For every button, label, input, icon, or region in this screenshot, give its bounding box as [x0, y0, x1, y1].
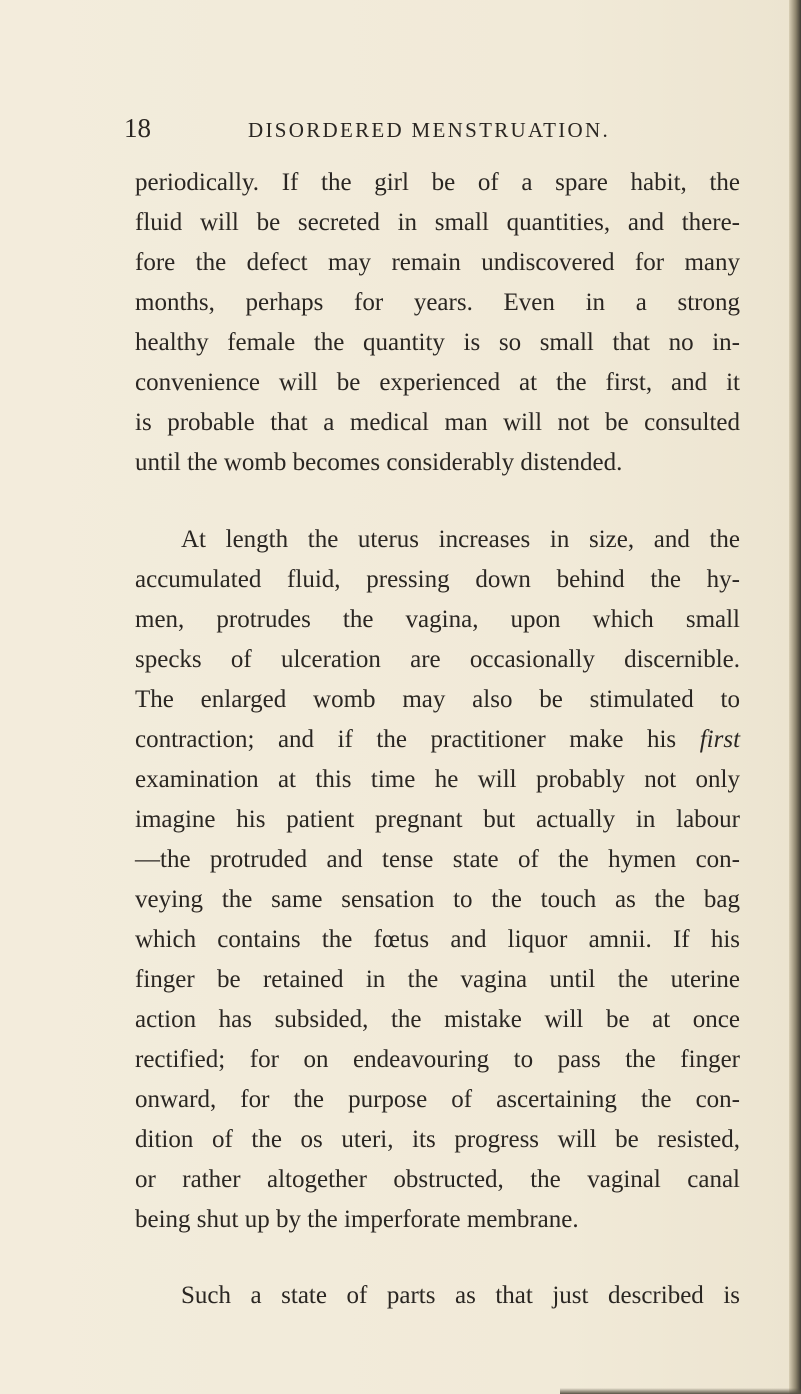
text-line: periodically. If the girl be of a spare habit, the: [135, 169, 740, 196]
text-line: is probable that a medical man will not be consulted: [135, 409, 740, 436]
text-line: rectified; for on endeavouring to pass the finger: [135, 1046, 740, 1073]
text-line: healthy female the quantity is so small that no in-: [135, 329, 740, 356]
text-line: fluid will be secreted in small quantities, and there-: [135, 209, 740, 236]
text-line: months, perhaps for years. Even in a strong: [135, 289, 740, 316]
text-line: finger be retained in the vagina until the uterine: [135, 966, 740, 993]
page-header: [124, 108, 684, 148]
text-line: fore the defect may remain undiscovered for many: [135, 249, 740, 276]
text-line: The enlarged womb may also be stimulated to: [135, 686, 740, 713]
text-line-with-italic: [135, 720, 740, 760]
page-number: 18: [124, 113, 151, 143]
text-line: examination at this time he will probably not only: [135, 766, 740, 793]
text-line: action has subsided, the mistake will be at once: [135, 1006, 740, 1033]
text-line: specks of ulceration are occasionally discernible.: [135, 646, 740, 673]
running-head: DISORDERED MENSTRUATION.: [248, 118, 611, 142]
text-line: —the protruded and tense state of the hymen con-: [135, 846, 740, 873]
text-line: Such a state of parts as that just described is: [181, 1282, 740, 1309]
text-line: until the womb becomes considerably distended.: [135, 449, 623, 476]
text-line: At length the uterus increases in size, and the: [181, 526, 740, 553]
page-bottom-shadow: [560, 1388, 801, 1394]
text-fragment: contraction; and if the practitioner make his: [135, 726, 677, 753]
text-line: onward, for the purpose of ascertaining the con-: [135, 1086, 740, 1113]
text-line: which contains the fœtus and liquor amnii. If his: [135, 926, 740, 953]
text-line: men, protrudes the vagina, upon which small: [135, 606, 740, 633]
italic-word: first: [699, 726, 741, 753]
text-line: imagine his patient pregnant but actually in labour: [135, 806, 740, 833]
text-line: veying the same sensation to the touch as the bag: [135, 886, 740, 913]
text-line: dition of the os uteri, its progress will be resisted,: [135, 1126, 740, 1153]
text-line: or rather altogether obstructed, the vaginal canal: [135, 1166, 740, 1193]
text-line: accumulated fluid, pressing down behind the hy-: [135, 566, 740, 593]
text-line: convenience will be experienced at the first, and it: [135, 369, 740, 396]
page-edge-shadow: [789, 0, 801, 1394]
text-line: being shut up by the imperforate membrane.: [135, 1206, 579, 1233]
